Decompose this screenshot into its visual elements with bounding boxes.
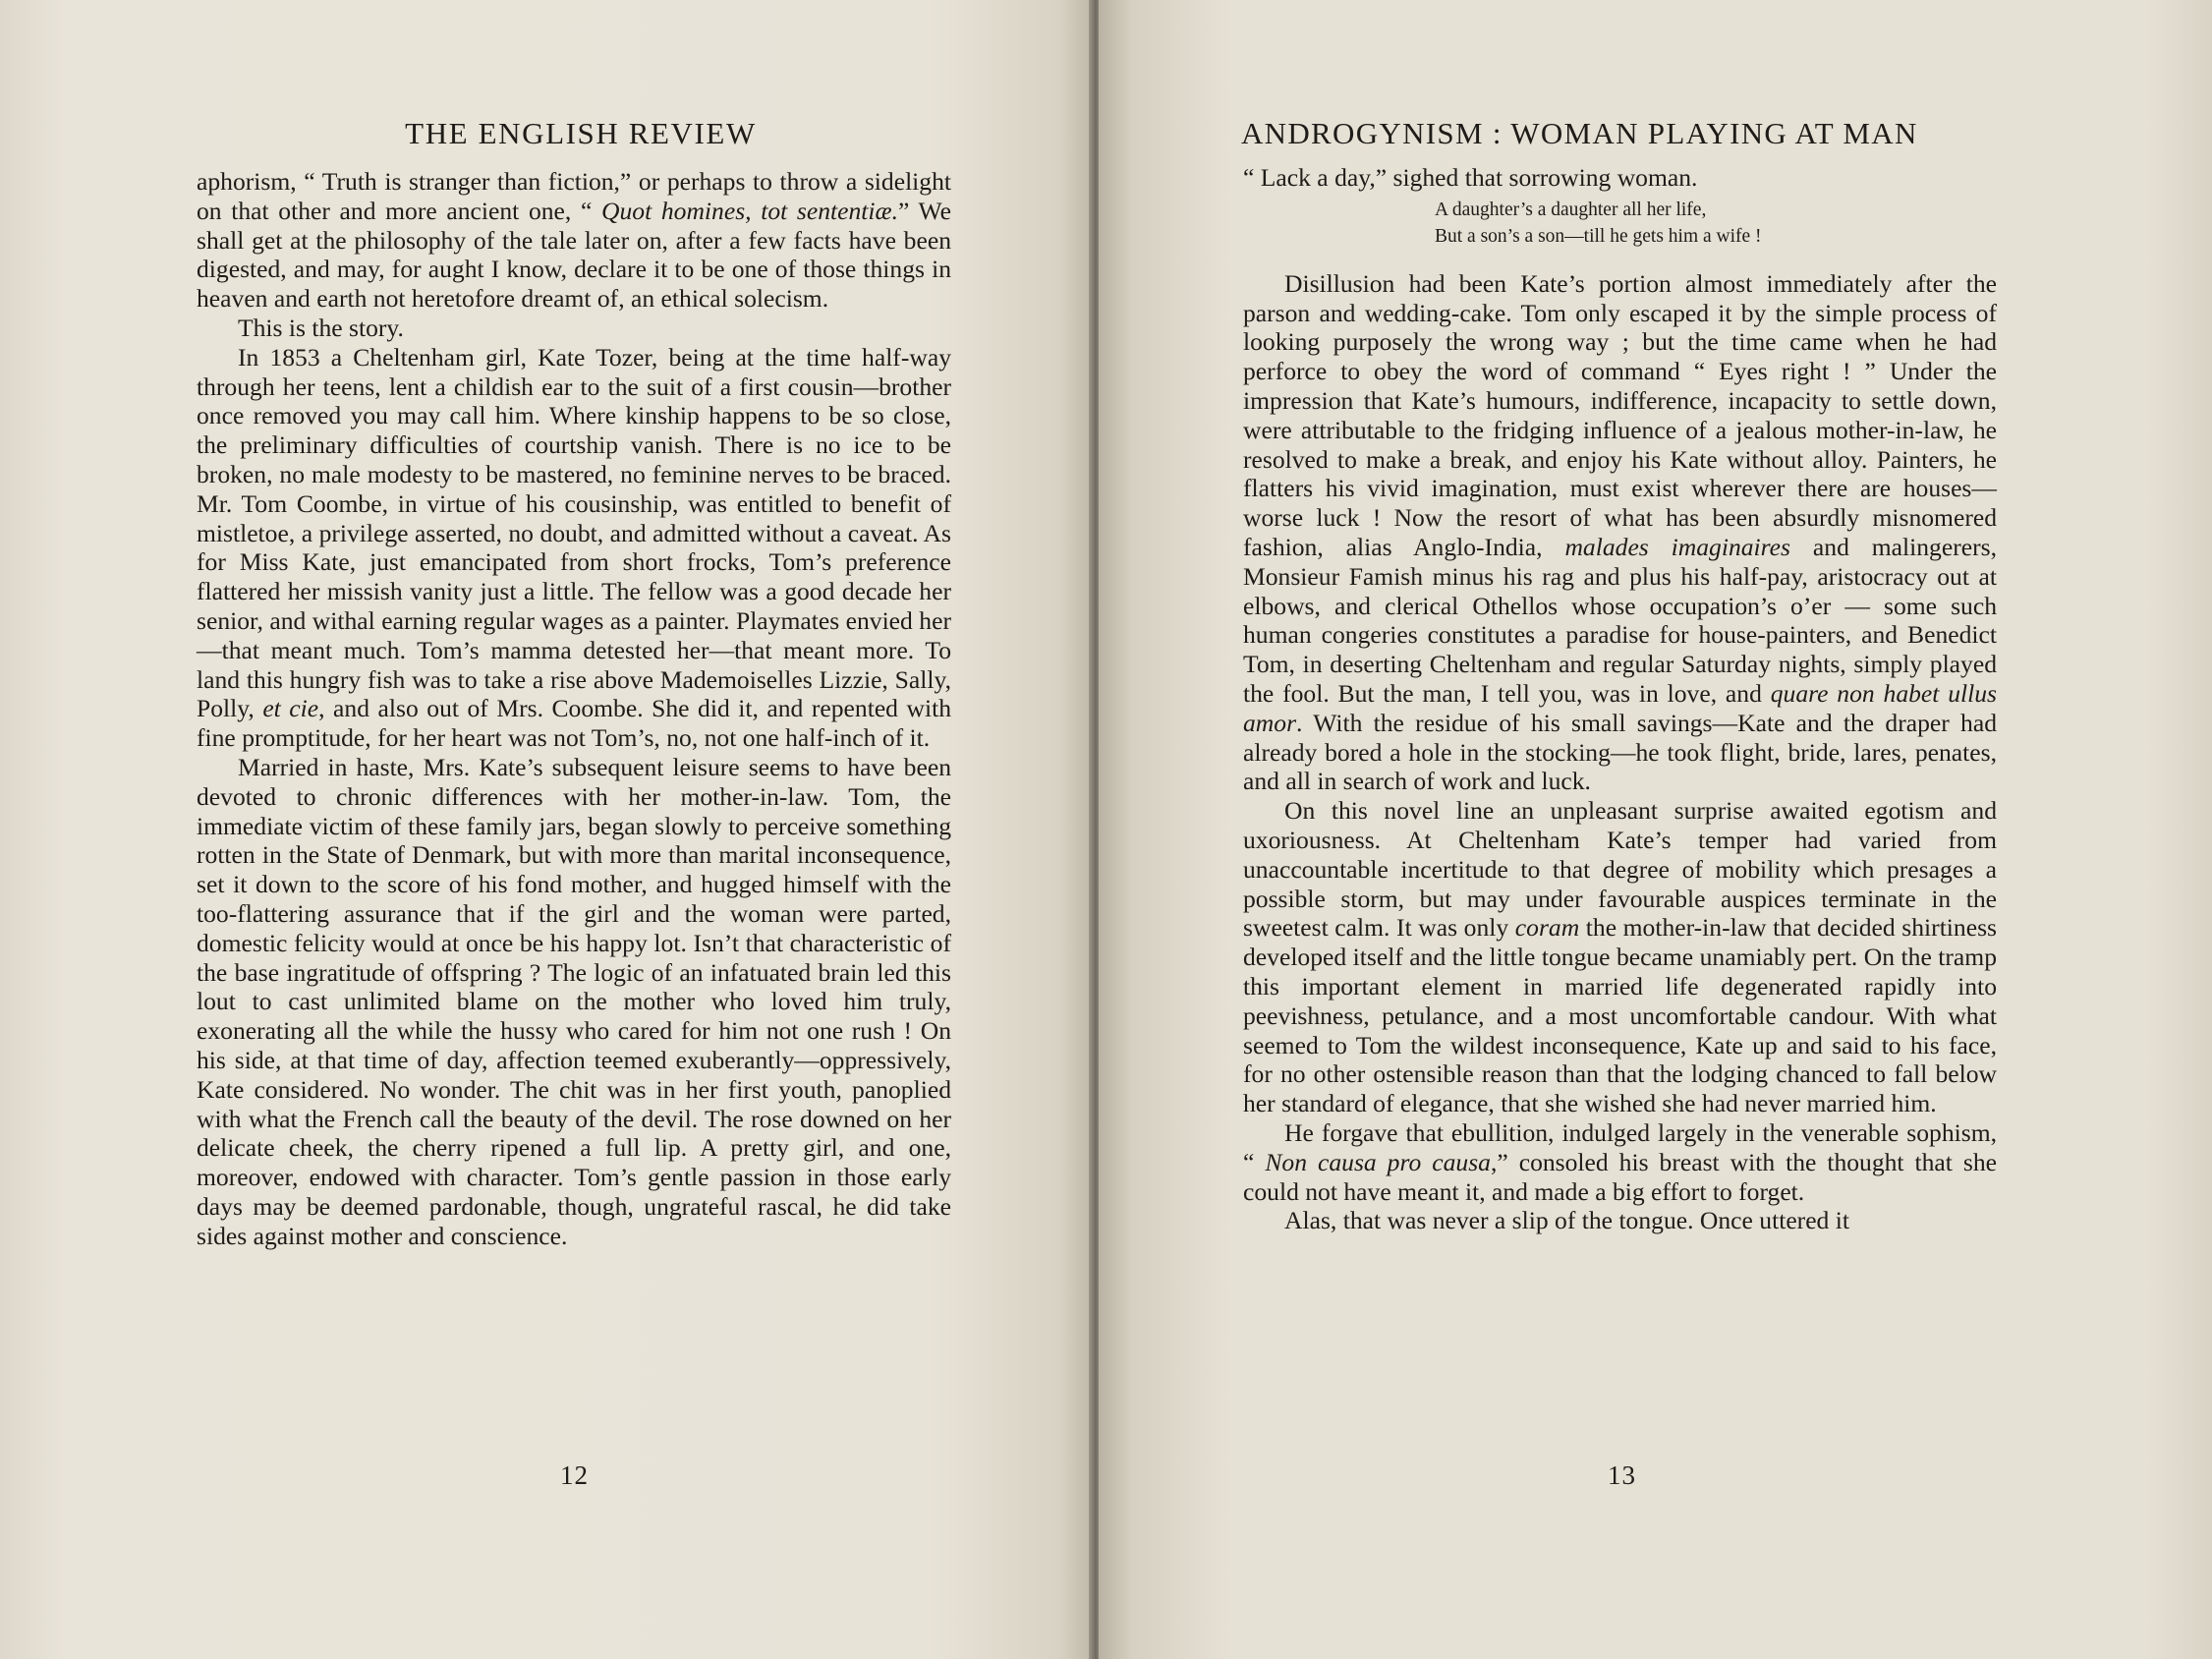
left-page	[0, 0, 1093, 1659]
verse-line: But a son’s a son—till he gets him a wife !	[1435, 225, 1762, 247]
paragraph	[197, 753, 951, 1251]
paragraph	[197, 343, 951, 753]
italic-text: Non causa pro causa	[1265, 1147, 1491, 1176]
running-head: THE ENGLISH REVIEW	[405, 116, 757, 150]
text-run: Disillusion had been Kate’s portion almost immediately after the parson and wedding-cake. Tom only escaped it by the simple process of looking purposely the wrong way ; but the time came when he had perforce to obey the word of command “ Eyes right ! ” Under the impression that Kate’s humours, indifference, incapacity to settle down, were attributable to the fridging influence of a jealous mother-in-law, he resolved to make a break, and enjoy his Kate without alloy. Painters, he flatters his vivid imagination, must exist wherever there are houses—worse luck ! Now the resort of what has been absurdly misnomered fashion, alias Anglo-India,	[1243, 268, 1997, 561]
text-run: Alas, that was never a slip of the tongue. Once uttered it	[1284, 1206, 1849, 1235]
text-run: He forgave that ebullition, indulged largely in the venerable sophism, “	[1243, 1117, 1997, 1176]
paragraph	[1243, 796, 1997, 1118]
paragraph	[197, 314, 951, 343]
text-run: aphorism, “ Truth is stranger than fiction,” or perhaps to throw a sidelight on that other and more ancient one, “	[197, 167, 951, 225]
verse-line: A daughter’s a daughter all her life,	[1435, 199, 1707, 220]
italic-text: malades imaginaires	[1564, 532, 1790, 561]
right-page	[1099, 0, 2212, 1659]
italic-text: et cie	[262, 694, 319, 723]
text-run: Married in haste, Mrs. Kate’s subsequent leisure seems to have been devoted to chronic differences with her mother-in-law. Tom, the immediate victim of these family jars, began slowly to perceive something rotten in the State of Denmark, but with more than marital inconsequence, set it down to the score of his fond mother, and hugged himself with the too-flattering assurance that if the girl and the woman were parted, domestic felicity would at once be his happy lot. Isn’t that characteristic of the base ingratitude of offspring ? The logic of an infatuated brain led this lout to cast unlimited blame on the mother who loved him truly, exonerating all the while the hussy who cared for him not one rush ! On his side, at that time of day, affection teemed exuberantly—oppressively, Kate considered. No wonder. The chit was in her first youth, panoplied with what the French call the beauty of the devil. The rose downed on her delicate cheek, the cherry ripened a full lip. A pretty girl, and one, moreover, endowed with character. Tom’s gentle passion in those early days may be deemed pardonable, though, ungrateful rascal, he did take sides against mother and conscience.	[197, 752, 951, 1250]
verse-quote	[1435, 197, 1997, 250]
paragraph	[1243, 269, 1997, 796]
paragraph	[197, 167, 951, 314]
italic-text: Quot homines, tot sententiæ.	[601, 196, 898, 225]
opening-line: “ Lack a day,” sighed that sorrowing woman.	[1243, 163, 1698, 192]
text-run: the mother-in-law that decided shirtiness developed itself and the little tongue became unamiably pert. On the tramp this important element in married life degenerated rapidly into peevishness, petulance, and a most uncomfortable candour. With what seemed to Tom the wildest inconsequence, Kate up and said to his face, for no other ostensible reason than that the lodging chanced to fall below her standard of elegance, that she wished she had never married him.	[1243, 913, 1997, 1118]
body-text	[197, 167, 951, 1250]
text-run: On this novel line an unpleasant surprise awaited egotism and uxoriousness. At Cheltenham Kate’s temper had varied from unaccountable incertitude to that degree of mobility which presages a possible storm, but may under favourable auspices terminate in the sweetest calm. It was only	[1243, 796, 1997, 943]
paragraph	[1243, 1118, 1997, 1206]
italic-text: quare non habet ullus amor	[1243, 678, 1998, 737]
running-head: ANDROGYNISM : WOMAN PLAYING AT MAN	[1241, 116, 1918, 150]
text-run: and malingerers, Monsieur Famish minus his rag and plus his half-pay, aristocracy out at elbows, and clerical Othellos whose occupation’s o’er — some such human congeries constitutes a paradise for house-painters, and Benedict Tom, in deserting Cheltenham and regular Saturday nights, simply played the fool. But the man, I tell you, was in love, and	[1243, 532, 1997, 708]
body-text	[1243, 163, 1997, 1235]
page-number: 12	[560, 1460, 589, 1490]
text-run: ” We shall get at the philosophy of the tale later on, after a few facts have been digested, and may, for aught I know, declare it to be one of those things in heaven and earth not heretofore dreamt of, an ethical solecism.	[197, 196, 951, 314]
text-run: This is the story.	[238, 313, 404, 342]
page-number: 13	[1608, 1460, 1636, 1490]
text-run: , and also out of Mrs. Coombe. She did it, and repented with fine promptitude, for her heart was not Tom’s, no, not one half-inch of it.	[197, 694, 951, 753]
text-run: ,” consoled his breast with the thought that she could not have meant it, and made a big effort to forget.	[1243, 1147, 1998, 1206]
text-run: . With the residue of his small savings—Kate and the draper had already bored a hole in the stocking—he took flight, bride, lares, penates, and all in search of work and luck.	[1243, 708, 1997, 796]
paragraph	[1243, 1206, 1997, 1235]
italic-text: coram	[1514, 913, 1580, 943]
text-run: In 1853 a Cheltenham girl, Kate Tozer, being at the time half-way through her teens, lent a childish ear to the suit of a first cousin—brother once removed you may call him. Where kinship happens to be so close, the preliminary difficulties of courtship vanish. There is no ice to be broken, no male modesty to be mastered, no feminine nerves to be braced. Mr. Tom Coombe, in virtue of his cousinship, was entitled to benefit of mistletoe, a privilege asserted, no doubt, and admitted without a caveat. As for Miss Kate, just emancipated from short frocks, Tom’s preference flattered her missish vanity just a little. The fellow was a good decade her senior, and withal earning regular wages as a painter. Playmates envied her—that meant much. Tom’s mamma detested her—that meant more. To land this hungry fish was to take a rise above Mademoiselles Lizzie, Sally, Polly,	[197, 342, 951, 723]
